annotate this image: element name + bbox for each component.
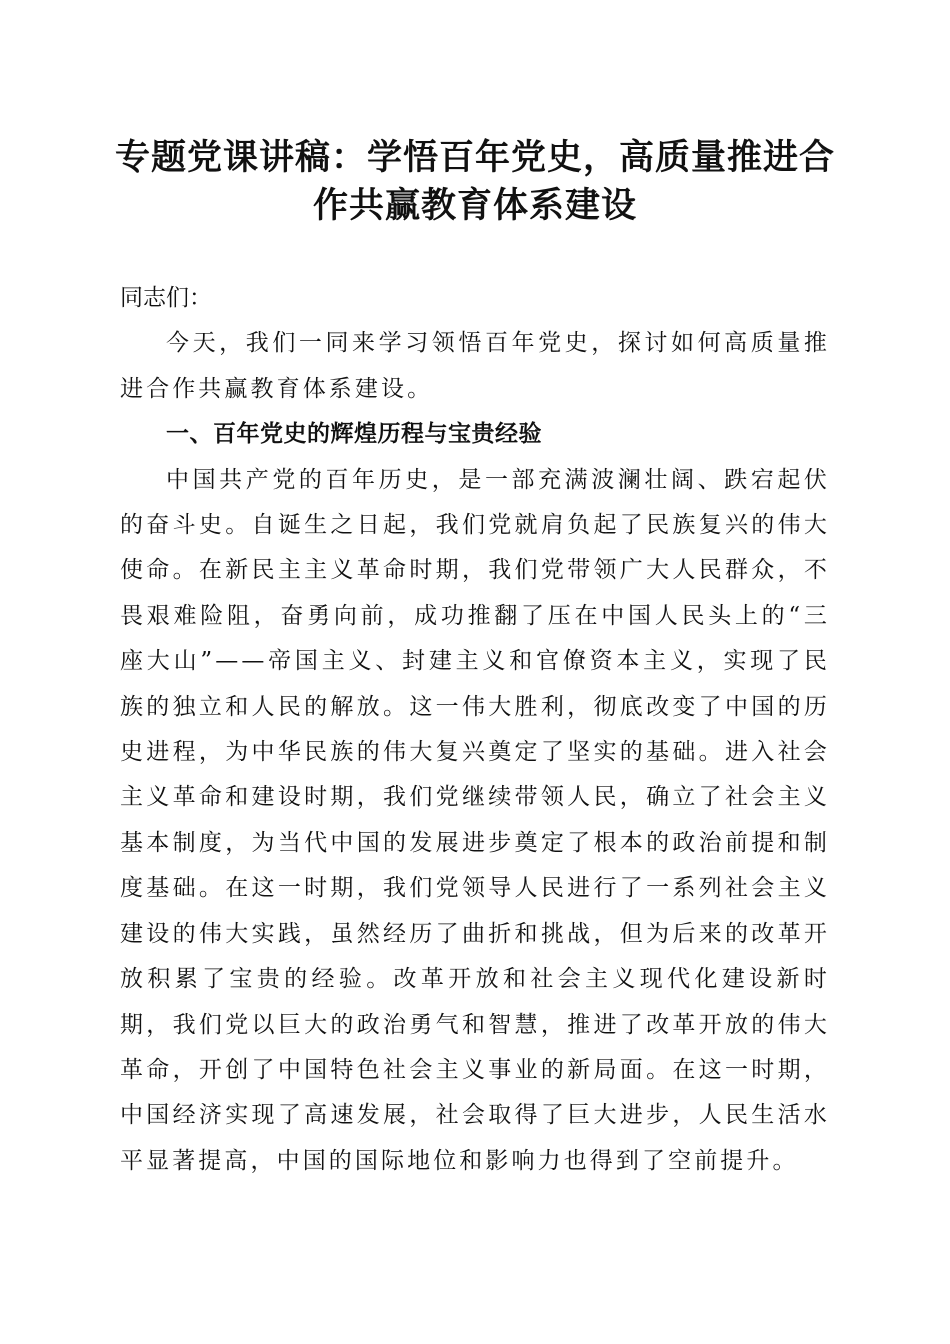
title-line-2: 作共赢教育体系建设: [312, 185, 637, 226]
document-body: [120, 276, 830, 1184]
document-title: [100, 134, 850, 230]
section-1-heading: 一、百年党史的辉煌历程与宝贵经验: [166, 421, 542, 448]
title-line-1: 专题党课讲稿：学悟百年党史，高质量推进合: [114, 137, 835, 178]
intro-paragraph: 今天，我们一同来学习领悟百年党史，探讨如何高质量推进合作共赢教育体系建设。: [120, 330, 830, 402]
salutation: 同志们：: [120, 285, 212, 311]
section-1-paragraph: 中国共产党的百年历史，是一部充满波澜壮阔、跌宕起伏的奋斗史。自诞生之日起，我们党就肩负起了民族复兴的伟大使命。在新民主主义革命时期，我们党带领广大人民群众，不畏艰难险阻，奋勇向前，成功推翻了压在中国人民头上的“三座大山”——帝国主义、封建主义和官僚资本主义，实现了民族的独立和人民的解放。这一伟大胜利，彻底改变了中国的历史进程，为中华民族的伟大复兴奠定了坚实的基础。进入社会主义革命和建设时期，我们党继续带领人民，确立了社会主义基本制度，为当代中国的发展进步奠定了根本的政治前提和制度基础。在这一时期，我们党领导人民进行了一系列社会主义建设的伟大实践，虽然经历了曲折和挑战，但为后来的改革开放积累了宝贵的经验。改革开放和社会主义现代化建设新时期，我们党以巨大的政治勇气和智慧，推进了改革开放的伟大革命，开创了中国特色社会主义事业的新局面。在这一时期，中国经济实现了高速发展，社会取得了巨大进步，人民生活水平显著提高，中国的国际地位和影响力也得到了空前提升。: [120, 466, 830, 1174]
